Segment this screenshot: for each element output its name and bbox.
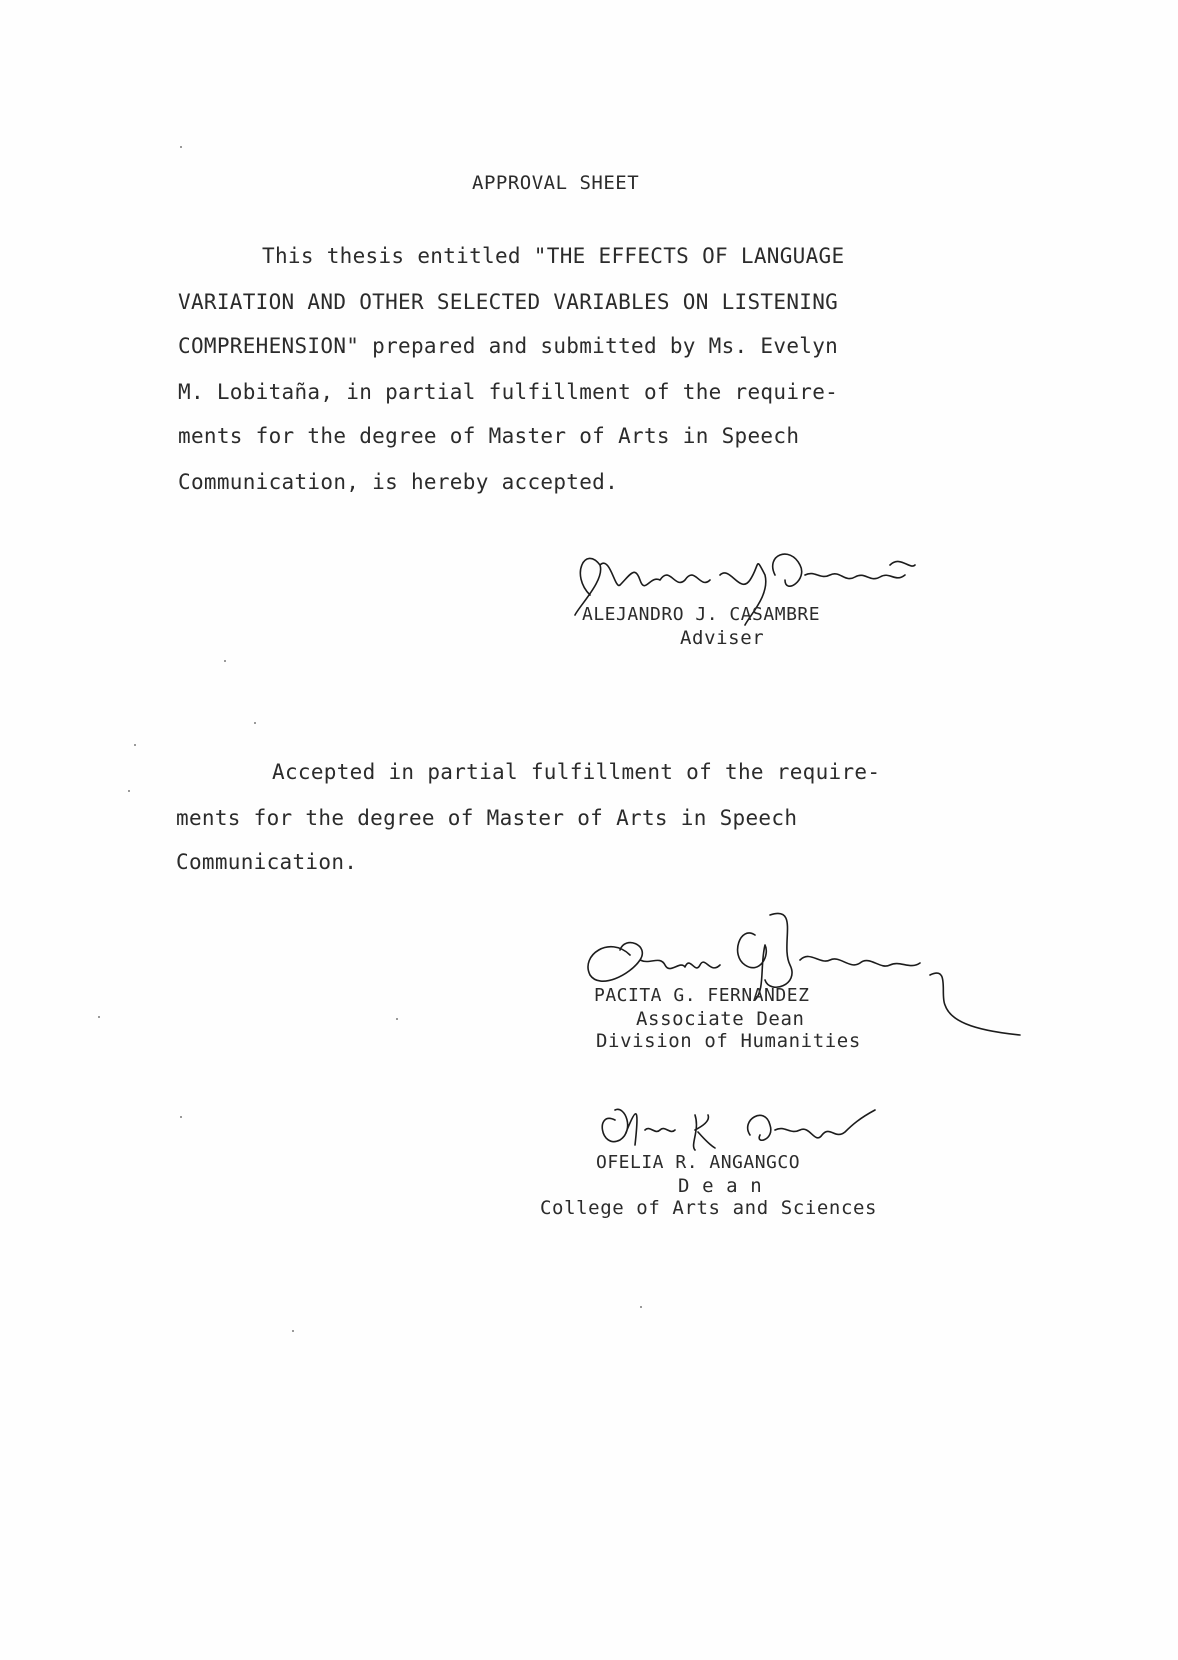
adviser-name: ALEJANDRO J. CASAMBRE <box>582 604 821 625</box>
dean-college: College of Arts and Sciences <box>540 1197 878 1219</box>
paragraph-line: ments for the degree of Master of Arts in Speech <box>176 806 798 830</box>
dean-name: OFELIA R. ANGANGCO <box>596 1152 801 1173</box>
associate-dean-division: Division of Humanities <box>596 1030 861 1052</box>
associate-dean-name: PACITA G. FERNANDEZ <box>594 985 810 1006</box>
paragraph-line: Communication. <box>176 850 358 874</box>
paragraph-line: Accepted in partial fulfillment of the require- <box>272 760 881 784</box>
scan-speck <box>180 146 182 148</box>
scan-speck <box>292 1330 294 1332</box>
dean-role: D e a n <box>678 1175 763 1197</box>
paragraph-line: This thesis entitled "THE EFFECTS OF LANGUAGE <box>262 244 845 268</box>
scan-speck <box>134 744 136 746</box>
scan-speck <box>128 790 130 792</box>
paragraph-line: COMPREHENSION" prepared and submitted by Ms. Evelyn <box>178 334 839 358</box>
scan-speck <box>254 722 256 724</box>
paragraph-line: M. Lobitaña, in partial fulfillment of the require- <box>178 380 839 404</box>
scan-speck <box>98 1016 100 1018</box>
scan-speck <box>640 1306 642 1308</box>
paragraph-line: Communication, is hereby accepted. <box>178 470 619 494</box>
scan-speck <box>396 1018 398 1020</box>
scan-speck <box>224 660 226 662</box>
associate-dean-role: Associate Dean <box>636 1008 805 1030</box>
page-title: APPROVAL SHEET <box>472 172 640 194</box>
adviser-role: Adviser <box>680 627 765 649</box>
paragraph-line: VARIATION AND OTHER SELECTED VARIABLES ON LISTENING <box>178 290 839 314</box>
scan-speck <box>180 1116 182 1118</box>
paragraph-line: ments for the degree of Master of Arts in Speech <box>178 424 800 448</box>
